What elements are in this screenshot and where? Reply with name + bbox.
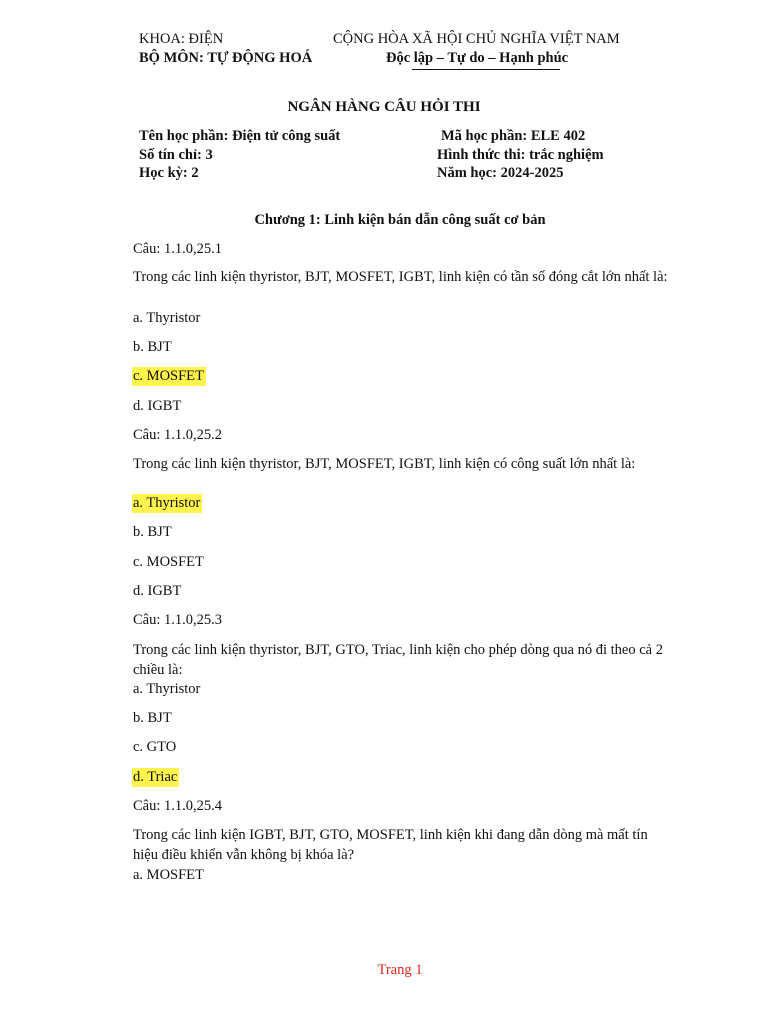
course-name: Tên học phần: Điện tử công suất [139,128,341,144]
question-2-id: Câu: 1.1.0,25.2 [133,427,223,443]
question-3-text: Trong các linh kiện thyristor, BJT, GTO, Triac, linh kiện cho phép dòng qua nó đi theo cả 2 chiều là: [133,642,663,678]
question-4-text: Trong các linh kiện IGBT, BJT, GTO, MOSFET, linh kiện khi đang dẫn dòng mà mất tín hiệu điều khiển vẫn không bị khóa là? [133,827,648,863]
academic-year: Năm học: 2024-2025 [437,165,564,181]
question-1-option-c [133,367,206,385]
question-1-option-b: b. BJT [133,339,172,355]
course-semester: Học kỳ: 2 [139,165,199,181]
chapter-heading: Chương 1: Linh kiện bán dẫn công suất cơ bản [254,212,546,228]
course-code: Mã học phần: ELE 402 [441,128,586,144]
motto: Độc lập – Tự do – Hạnh phúc [386,50,569,66]
answer-highlight: a. Thyristor [133,495,201,511]
page-number: Trang 1 [377,962,423,978]
question-2-text: Trong các linh kiện thyristor, BJT, MOSFET, IGBT, linh kiện có công suất lớn nhất là: [133,456,636,472]
question-3-option-a: a. Thyristor [133,681,201,697]
question-2-option-c: c. MOSFET [133,554,204,570]
faculty-label: KHOA: ĐIỆN [139,31,224,47]
question-2-option-d: d. IGBT [133,583,182,599]
country-name: CỘNG HÒA XÃ HỘI CHỦ NGHĨA VIỆT NAM [333,31,620,47]
answer-highlight: c. MOSFET [133,368,204,384]
question-3-option-b: b. BJT [133,710,172,726]
page-title: NGÂN HÀNG CÂU HỎI THI [287,99,481,115]
question-1-text: Trong các linh kiện thyristor, BJT, MOSFET, IGBT, linh kiện có tần số đóng cắt lớn nhất là: [133,269,668,285]
exam-type: Hình thức thi: trắc nghiệm [437,147,604,163]
department-label: BỘ MÔN: TỰ ĐỘNG HOÁ [139,50,313,66]
question-3-option-c: c. GTO [133,739,177,755]
question-4-id: Câu: 1.1.0,25.4 [133,798,223,814]
course-credits: Số tín chỉ: 3 [139,147,213,163]
question-3-id: Câu: 1.1.0,25.3 [133,612,223,628]
answer-highlight: d. Triac [133,769,178,785]
question-2-option-a [133,494,202,512]
question-2-option-b: b. BJT [133,524,172,540]
question-3-option-d [133,768,179,786]
question-1-option-a: a. Thyristor [133,310,201,326]
question-1-id: Câu: 1.1.0,25.1 [133,241,223,257]
question-1-option-d: d. IGBT [133,398,182,414]
motto-underline [412,69,560,70]
question-4-option-a: a. MOSFET [133,867,204,883]
